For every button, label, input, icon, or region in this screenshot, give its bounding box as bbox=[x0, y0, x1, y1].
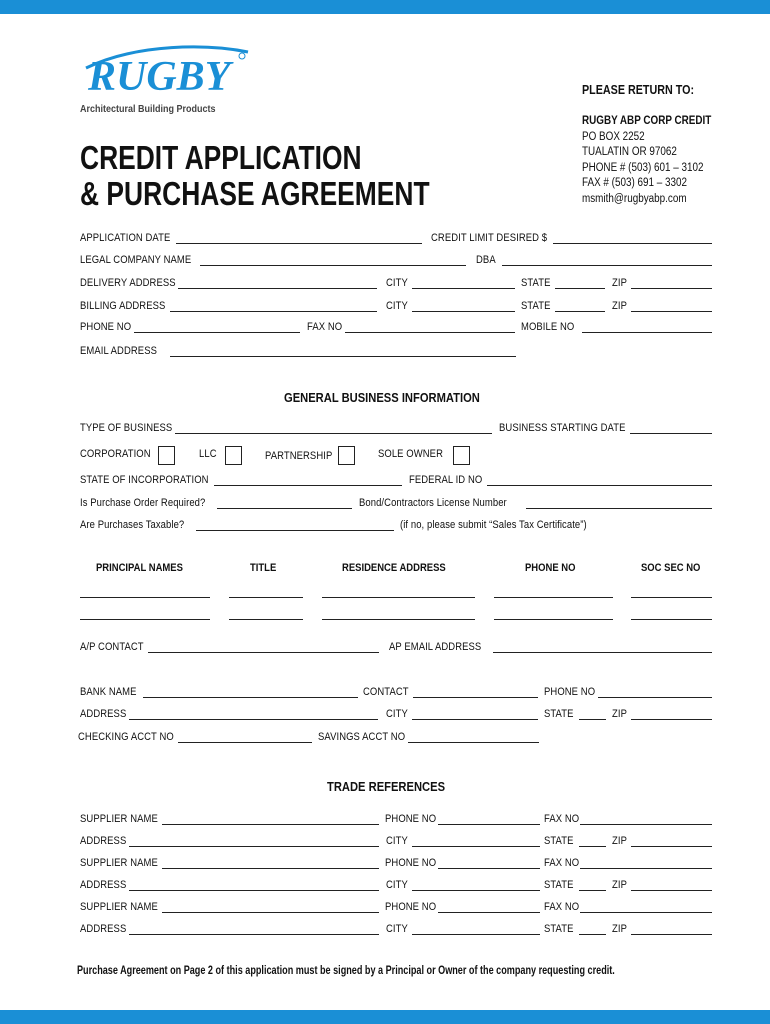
credit-limit-label: CREDIT LIMIT DESIRED $ bbox=[431, 232, 548, 244]
ap-email-label: AP EMAIL ADDRESS bbox=[389, 641, 482, 653]
state-inc-label: STATE OF INCORPORATION bbox=[80, 474, 209, 486]
billing-city-label: CITY bbox=[386, 300, 408, 312]
billing-zip-label: ZIP bbox=[612, 300, 627, 312]
bank-name-field[interactable] bbox=[143, 697, 358, 698]
po-required-field[interactable] bbox=[217, 508, 352, 509]
federal-id-field[interactable] bbox=[487, 485, 712, 486]
supplier-phone-label-2: PHONE NO bbox=[385, 857, 437, 869]
supplier-state-field-2[interactable] bbox=[579, 890, 606, 891]
application-date-field[interactable] bbox=[176, 243, 422, 244]
page-title-line2: & PURCHASE AGREEMENT bbox=[80, 175, 430, 212]
supplier-state-label-2: STATE bbox=[544, 879, 574, 891]
supplier-state-field-1[interactable] bbox=[579, 846, 606, 847]
delivery-state-field[interactable] bbox=[555, 288, 605, 289]
supplier-city-field-1[interactable] bbox=[412, 846, 540, 847]
supplier-name-label-2: SUPPLIER NAME bbox=[80, 857, 158, 869]
sole-owner-checkbox[interactable] bbox=[453, 446, 470, 465]
taxable-label: Are Purchases Taxable? bbox=[80, 519, 185, 531]
supplier-city-label-2: CITY bbox=[386, 879, 408, 891]
supplier-name-label-3: SUPPLIER NAME bbox=[80, 901, 158, 913]
supplier-phone-field-1[interactable] bbox=[438, 824, 540, 825]
supplier-city-field-2[interactable] bbox=[412, 890, 540, 891]
col-phone-no: PHONE NO bbox=[525, 562, 576, 574]
dba-field[interactable] bbox=[502, 265, 712, 266]
col-principal-names: PRINCIPAL NAMES bbox=[96, 562, 183, 574]
supplier-zip-field-1[interactable] bbox=[631, 846, 712, 847]
principal-title-field-2[interactable] bbox=[229, 619, 303, 620]
ap-contact-field[interactable] bbox=[148, 652, 379, 653]
ap-email-field[interactable] bbox=[493, 652, 712, 653]
principal-name-field-1[interactable] bbox=[80, 597, 210, 598]
bank-zip-label: ZIP bbox=[612, 708, 627, 720]
supplier-city-field-3[interactable] bbox=[412, 934, 540, 935]
supplier-zip-label-3: ZIP bbox=[612, 923, 627, 935]
principal-phone-field-2[interactable] bbox=[494, 619, 613, 620]
sole-owner-label: SOLE OWNER bbox=[378, 448, 443, 460]
delivery-zip-label: ZIP bbox=[612, 277, 627, 289]
credit-limit-field[interactable] bbox=[553, 243, 712, 244]
supplier-state-label-3: STATE bbox=[544, 923, 574, 935]
supplier-state-label-1: STATE bbox=[544, 835, 574, 847]
principal-name-field-2[interactable] bbox=[80, 619, 210, 620]
legal-name-field[interactable] bbox=[200, 265, 466, 266]
license-field[interactable] bbox=[526, 508, 712, 509]
llc-label: LLC bbox=[199, 448, 217, 460]
business-heading: GENERAL BUSINESS INFORMATION bbox=[284, 390, 480, 405]
supplier-fax-field-1[interactable] bbox=[580, 824, 712, 825]
bank-phone-field[interactable] bbox=[598, 697, 712, 698]
principal-address-field-1[interactable] bbox=[322, 597, 475, 598]
partnership-checkbox[interactable] bbox=[338, 446, 355, 465]
billing-state-label: STATE bbox=[521, 300, 551, 312]
delivery-state-label: STATE bbox=[521, 277, 551, 289]
return-address2: TUALATIN OR 97062 bbox=[582, 146, 677, 158]
fax-label: FAX NO bbox=[307, 321, 343, 333]
principal-title-field-1[interactable] bbox=[229, 597, 303, 598]
supplier-phone-field-3[interactable] bbox=[438, 912, 540, 913]
delivery-city-label: CITY bbox=[386, 277, 408, 289]
bank-contact-field[interactable] bbox=[413, 697, 538, 698]
corporation-checkbox[interactable] bbox=[158, 446, 175, 465]
bank-phone-label: PHONE NO bbox=[544, 686, 596, 698]
supplier-zip-field-2[interactable] bbox=[631, 890, 712, 891]
principal-address-field-2[interactable] bbox=[322, 619, 475, 620]
legal-name-label: LEGAL COMPANY NAME bbox=[80, 254, 192, 266]
savings-label: SAVINGS ACCT NO bbox=[318, 731, 406, 743]
supplier-zip-label-1: ZIP bbox=[612, 835, 627, 847]
footer-note: Purchase Agreement on Page 2 of this application must be signed by a Principal or Owner of the company requesting credit. bbox=[77, 965, 615, 977]
principal-phone-field-1[interactable] bbox=[494, 597, 613, 598]
delivery-address-field[interactable] bbox=[178, 288, 377, 289]
supplier-name-field-3[interactable] bbox=[162, 912, 379, 913]
supplier-phone-label-3: PHONE NO bbox=[385, 901, 437, 913]
corporation-label: CORPORATION bbox=[80, 448, 151, 460]
state-inc-field[interactable] bbox=[214, 485, 402, 486]
partnership-label: PARTNERSHIP bbox=[265, 450, 333, 462]
billing-state-field[interactable] bbox=[555, 311, 605, 312]
supplier-address-field-3[interactable] bbox=[129, 934, 379, 935]
principal-ssn-field-2[interactable] bbox=[631, 619, 712, 620]
return-address1: PO BOX 2252 bbox=[582, 131, 645, 143]
supplier-address-label-2: ADDRESS bbox=[80, 879, 127, 891]
supplier-zip-label-2: ZIP bbox=[612, 879, 627, 891]
federal-id-label: FEDERAL ID NO bbox=[409, 474, 483, 486]
start-date-label: BUSINESS STARTING DATE bbox=[499, 422, 626, 434]
bank-zip-field[interactable] bbox=[631, 719, 712, 720]
ap-contact-label: A/P CONTACT bbox=[80, 641, 144, 653]
supplier-fax-field-2[interactable] bbox=[580, 868, 712, 869]
delivery-city-field[interactable] bbox=[412, 288, 515, 289]
col-soc-sec-no: SOC SEC NO bbox=[641, 562, 701, 574]
supplier-address-field-1[interactable] bbox=[129, 846, 379, 847]
top-accent-bar bbox=[0, 0, 770, 14]
supplier-fax-label-1: FAX NO bbox=[544, 813, 580, 825]
return-phone: PHONE # (503) 601 – 3102 bbox=[582, 162, 704, 174]
supplier-address-label-1: ADDRESS bbox=[80, 835, 127, 847]
brand-tagline: Architectural Building Products bbox=[80, 104, 216, 115]
billing-city-field[interactable] bbox=[412, 311, 515, 312]
checking-label: CHECKING ACCT NO bbox=[78, 731, 174, 743]
business-type-label: TYPE OF BUSINESS bbox=[80, 422, 173, 434]
llc-checkbox[interactable] bbox=[225, 446, 242, 465]
delivery-zip-field[interactable] bbox=[631, 288, 712, 289]
email-field[interactable] bbox=[170, 356, 516, 357]
phone-field[interactable] bbox=[134, 332, 300, 333]
billing-address-label: BILLING ADDRESS bbox=[80, 300, 166, 312]
savings-field[interactable] bbox=[408, 742, 539, 743]
supplier-phone-label-1: PHONE NO bbox=[385, 813, 437, 825]
license-label: Bond/Contractors License Number bbox=[359, 497, 507, 509]
dba-label: DBA bbox=[476, 254, 496, 266]
page-title-line1: CREDIT APPLICATION bbox=[80, 139, 362, 176]
return-fax: FAX # (503) 691 – 3302 bbox=[582, 177, 688, 189]
supplier-city-label-1: CITY bbox=[386, 835, 408, 847]
return-heading: PLEASE RETURN TO: bbox=[582, 83, 695, 97]
bank-city-label: CITY bbox=[386, 708, 408, 720]
start-date-field[interactable] bbox=[630, 433, 712, 434]
billing-zip-field[interactable] bbox=[631, 311, 712, 312]
bank-city-field[interactable] bbox=[412, 719, 538, 720]
principal-ssn-field-1[interactable] bbox=[631, 597, 712, 598]
supplier-fax-label-2: FAX NO bbox=[544, 857, 580, 869]
supplier-address-field-2[interactable] bbox=[129, 890, 379, 891]
checking-field[interactable] bbox=[178, 742, 312, 743]
col-title: TITLE bbox=[250, 562, 277, 574]
col-residence-address: RESIDENCE ADDRESS bbox=[342, 562, 446, 574]
bank-name-label: BANK NAME bbox=[80, 686, 137, 698]
supplier-fax-field-3[interactable] bbox=[580, 912, 712, 913]
svg-text:RUGBY: RUGBY bbox=[88, 54, 231, 100]
bank-state-field[interactable] bbox=[579, 719, 606, 720]
bank-address-label: ADDRESS bbox=[80, 708, 127, 720]
supplier-name-field-2[interactable] bbox=[162, 868, 379, 869]
email-label: EMAIL ADDRESS bbox=[80, 345, 157, 357]
bottom-accent-bar bbox=[0, 1010, 770, 1024]
fax-field[interactable] bbox=[345, 332, 515, 333]
supplier-city-label-3: CITY bbox=[386, 923, 408, 935]
mobile-field[interactable] bbox=[582, 332, 712, 333]
return-company: RUGBY ABP CORP CREDIT bbox=[582, 115, 712, 127]
supplier-address-label-3: ADDRESS bbox=[80, 923, 127, 935]
delivery-address-label: DELIVERY ADDRESS bbox=[80, 277, 176, 289]
supplier-name-field-1[interactable] bbox=[162, 824, 379, 825]
bank-state-label: STATE bbox=[544, 708, 574, 720]
billing-address-field[interactable] bbox=[170, 311, 377, 312]
supplier-state-field-3[interactable] bbox=[579, 934, 606, 935]
bank-address-field[interactable] bbox=[129, 719, 378, 720]
business-type-field[interactable] bbox=[175, 433, 492, 434]
supplier-fax-label-3: FAX NO bbox=[544, 901, 580, 913]
supplier-zip-field-3[interactable] bbox=[631, 934, 712, 935]
mobile-label: MOBILE NO bbox=[521, 321, 575, 333]
taxable-field[interactable] bbox=[196, 530, 394, 531]
trade-heading: TRADE REFERENCES bbox=[327, 779, 446, 794]
po-required-label: Is Purchase Order Required? bbox=[80, 497, 206, 509]
tax-note: (if no, please submit “Sales Tax Certificate”) bbox=[400, 519, 587, 531]
bank-contact-label: CONTACT bbox=[363, 686, 409, 698]
application-date-label: APPLICATION DATE bbox=[80, 232, 171, 244]
supplier-name-label-1: SUPPLIER NAME bbox=[80, 813, 158, 825]
return-email: msmith@rugbyabp.com bbox=[582, 193, 687, 205]
supplier-phone-field-2[interactable] bbox=[438, 868, 540, 869]
phone-label: PHONE NO bbox=[80, 321, 132, 333]
